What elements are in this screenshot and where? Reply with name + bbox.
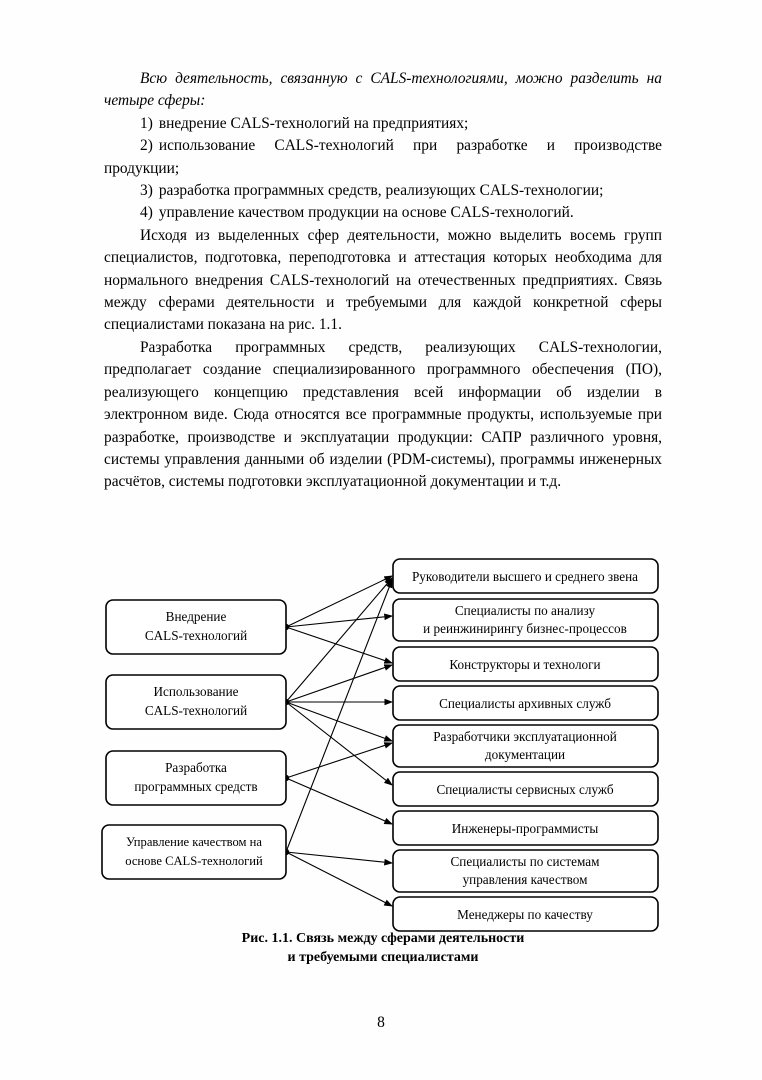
node-R2-line2: и реинжинирингу бизнес-процессов <box>423 621 627 636</box>
list-item-4 <box>104 202 662 224</box>
diagram-node-R5 <box>393 725 658 767</box>
paragraph-intro: Всю деятельность, связанную с CALS-технологиями, можно разделить на четыре сферы: <box>104 70 662 110</box>
diagram-svg <box>96 556 666 936</box>
diagram-node-R7 <box>393 811 658 845</box>
node-R3-line1: Конструкторы и технологи <box>449 657 601 672</box>
node-R5-line2: документации <box>484 747 566 762</box>
node-L4-line2: основе CALS-технологий <box>125 854 263 868</box>
node-R6-line1: Специалисты сервисных служб <box>436 782 614 797</box>
node-R7-line1: Инженеры-программисты <box>451 821 599 836</box>
list-item-3 <box>104 180 662 202</box>
diagram-node-R1 <box>393 559 658 593</box>
figure-caption <box>104 930 662 968</box>
diagram-node-R8 <box>393 850 658 892</box>
node-R5-line1: Разработчики эксплуатационной <box>433 729 617 744</box>
diagram-node-L2 <box>106 675 286 729</box>
node-R2-line1: Специалисты по анализу <box>454 603 596 618</box>
diagram-node-L4 <box>102 825 286 879</box>
figure-diagram <box>96 556 666 936</box>
node-R1-line1: Руководители высшего и среднего звена <box>411 569 639 584</box>
list-marker-4: 4) <box>140 204 153 222</box>
node-R9-line1: Менеджеры по качеству <box>457 907 593 922</box>
paragraph-groups: Исходя из выделенных сфер деятельности, можно выделить восемь групп специалистов, подготовка, переподготовка и аттестация которых необходима для нормального внедрения CALS-технологий на отечественных предприятиях. Связь между сферами деятельности и требуемыми для каждой конкретной сферы специалистами показана на рис. 1.1. <box>104 226 662 334</box>
list-marker-2: 2) <box>140 137 153 155</box>
node-R8-line1: Специалисты по системам <box>450 854 600 869</box>
node-L2-line1: Использование <box>153 684 239 699</box>
list-marker-1: 1) <box>140 114 153 132</box>
page-number: 8 <box>377 1014 385 1031</box>
diagram-node-L1 <box>106 600 286 654</box>
body-text <box>104 68 662 494</box>
node-L3-line1: Разработка <box>165 760 227 775</box>
diagram-edges <box>286 576 392 906</box>
figure-caption-line-2: и требуемыми специалистами <box>287 949 479 965</box>
list-text-3: разработка программных средств, реализующих CALS-технологии; <box>158 182 604 200</box>
node-L1-line1: Внедрение <box>165 609 227 624</box>
node-L1-line2: CALS-технологий <box>144 628 248 643</box>
diagram-node-R4 <box>393 686 658 720</box>
node-R8-line2: управления качеством <box>462 872 588 887</box>
list-marker-3: 3) <box>140 182 153 200</box>
diagram-node-R2 <box>393 599 658 641</box>
diagram-connector-dots <box>283 624 289 855</box>
diagram-node-R3 <box>393 647 658 681</box>
paragraph-software: Разработка программных средств, реализующих CALS-технологии, предполагает создание специализированного программного обеспечения (ПО), реализующего концепцию представления всей информации об изделии в электронном виде. Сюда относятся все программные продукты, используемые при разработке, производстве и эксплуатации продукции: САПР различного уровня, системы управления данными об изделии (PDM-системы), программы инженерных расчётов, системы подготовки эксплуатационной документации и т.д. <box>104 338 662 491</box>
list-item-1 <box>104 113 662 135</box>
list-item-2 <box>104 135 662 180</box>
node-L4-line1: Управление качеством на <box>125 835 263 849</box>
node-L2-line2: CALS-технологий <box>144 703 248 718</box>
node-R4-line1: Специалисты архивных служб <box>439 696 611 711</box>
diagram-node-L3 <box>106 751 286 805</box>
list-text-4: управление качеством продукции на основе CALS-технологий. <box>158 204 574 222</box>
diagram-node-R6 <box>393 772 658 806</box>
list-text-1: внедрение CALS-технологий на предприятиях; <box>158 114 469 132</box>
list-text-2: использование CALS-технологий при разработке и производстве продукции; <box>104 137 662 177</box>
figure-caption-line-1: Рис. 1.1. Связь между сферами деятельности <box>241 931 525 946</box>
diagram-node-R9 <box>393 897 658 931</box>
node-L3-line2: программных средств <box>134 779 258 794</box>
